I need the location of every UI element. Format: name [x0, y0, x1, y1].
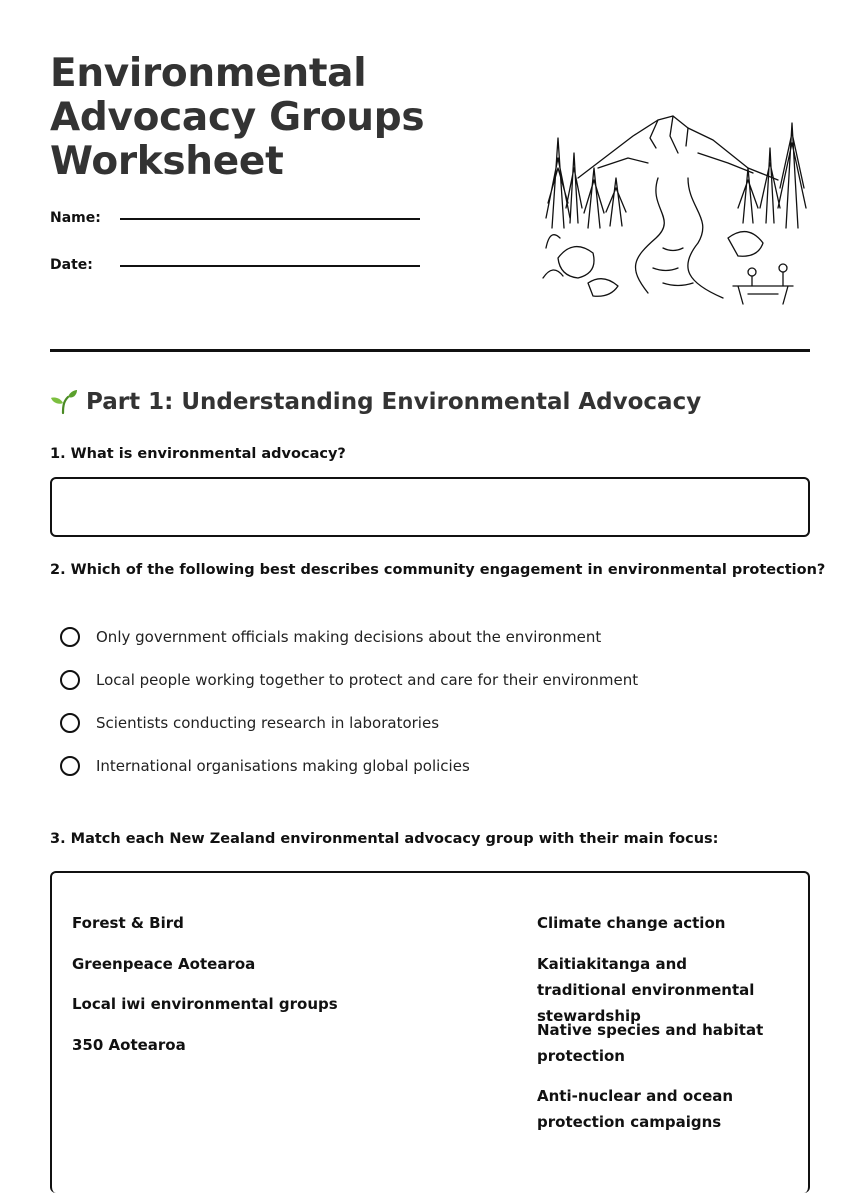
matching-box: [50, 871, 810, 1193]
name-label: Name:: [50, 210, 101, 226]
question-3: 3. Match each New Zealand environmental advocacy group with their main focus:: [50, 831, 719, 847]
focus-item: Native species and habitat protection: [537, 1021, 764, 1065]
seedling-icon: [50, 389, 78, 415]
radio-button[interactable]: [60, 670, 80, 690]
group-item: Greenpeace Aotearoa: [72, 955, 256, 973]
radio-button[interactable]: [60, 713, 80, 733]
question-1-answer-box[interactable]: [50, 477, 810, 537]
option-label: Local people working together to protect and care for their environment: [96, 671, 639, 689]
part1-title-text: Part 1: Understanding Environmental Advocacy: [86, 389, 702, 415]
question-2: 2. Which of the following best describes community engagement in environmental protection?: [50, 562, 826, 578]
question-2-option[interactable]: [60, 627, 601, 647]
name-field[interactable]: [120, 218, 420, 220]
header-divider: [50, 349, 810, 352]
focus-item: Kaitiakitanga and traditional environmental stewardship: [537, 955, 755, 1025]
focus-item: Anti-nuclear and ocean protection campaigns: [537, 1087, 734, 1131]
question-2-option[interactable]: [60, 713, 439, 733]
radio-button[interactable]: [60, 756, 80, 776]
page-title: Environmental Advocacy Groups Worksheet: [50, 51, 425, 184]
question-1: 1. What is environmental advocacy?: [50, 446, 346, 462]
part1-title: [50, 389, 701, 415]
question-2-option[interactable]: [60, 756, 470, 776]
option-label: International organisations making global policies: [96, 757, 470, 775]
date-label: Date:: [50, 257, 93, 273]
radio-button[interactable]: [60, 627, 80, 647]
option-label: Only government officials making decisions about the environment: [96, 628, 602, 646]
group-item: Local iwi environmental groups: [72, 995, 338, 1013]
focus-item: Climate change action: [537, 914, 726, 932]
group-item: Forest & Bird: [72, 914, 184, 932]
group-item: 350 Aotearoa: [72, 1036, 186, 1054]
question-2-option[interactable]: [60, 670, 638, 690]
date-field[interactable]: [120, 265, 420, 267]
option-label: Scientists conducting research in laboratories: [96, 714, 440, 732]
nature-landscape-illustration: [538, 108, 808, 308]
